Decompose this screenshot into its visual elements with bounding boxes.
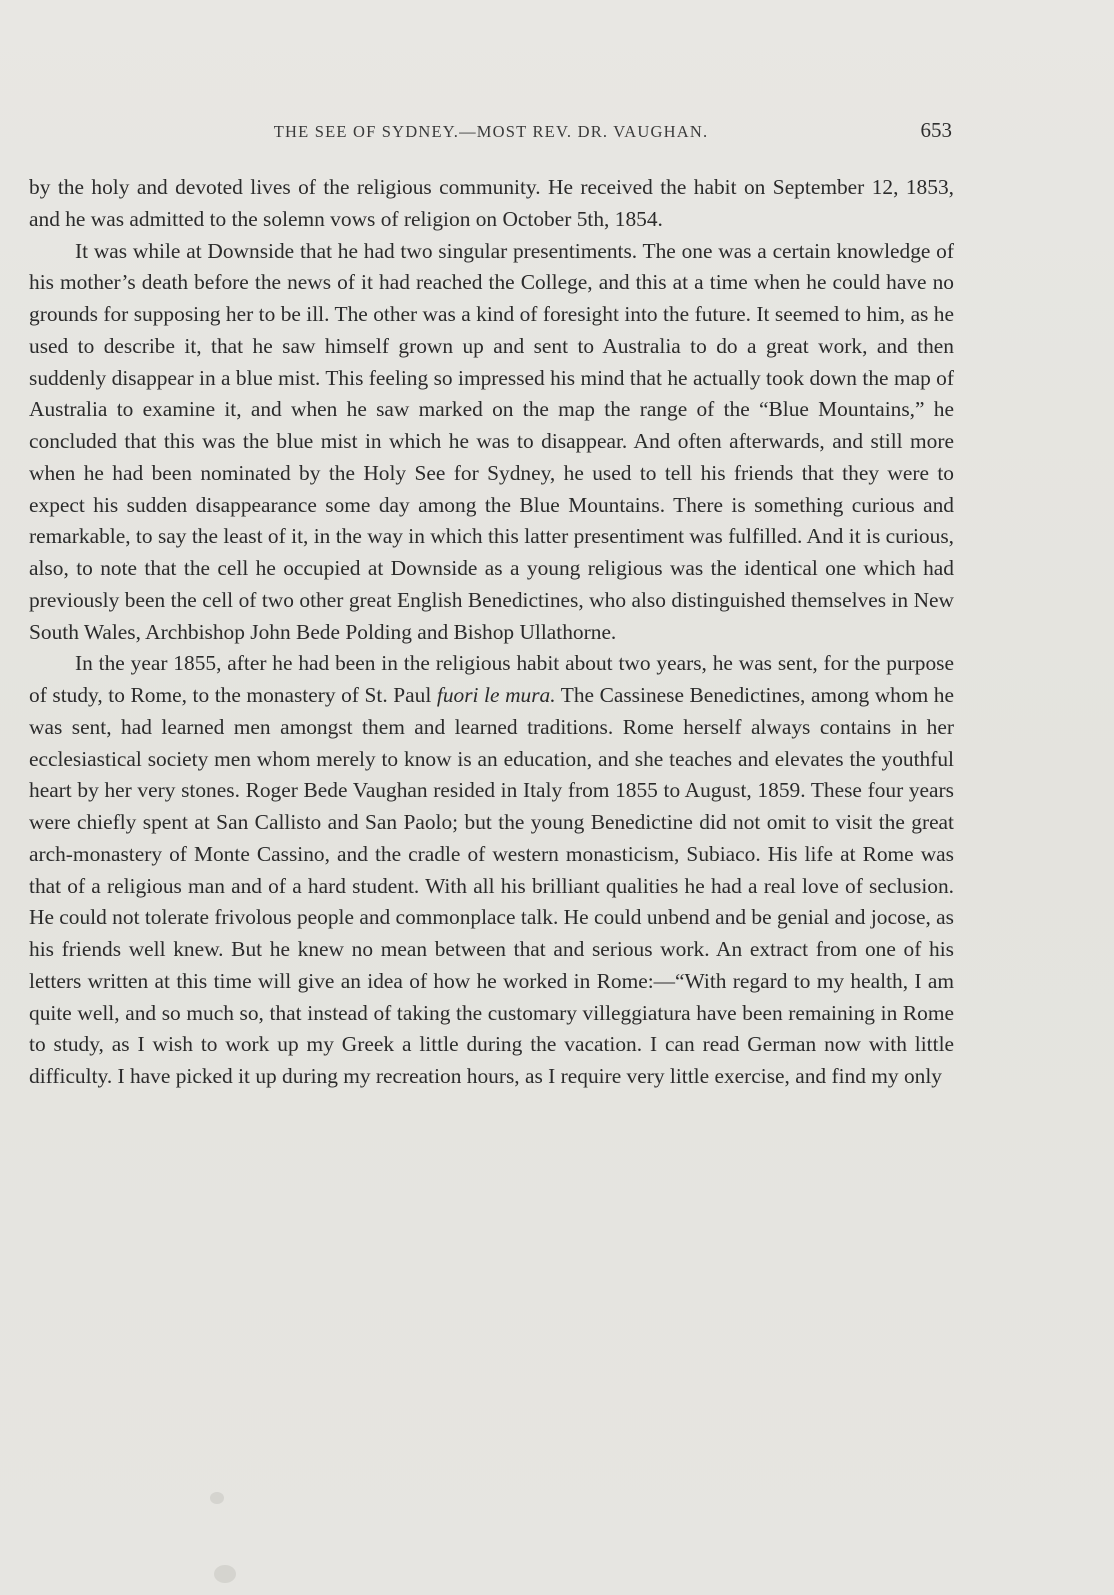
body-text (29, 172, 954, 1093)
page-number: 653 (920, 118, 952, 142)
paragraph-text: The Cassinese Benedictines, among whom he was sent, had learned men amongst them and learned traditions. Rome herself always contains in her ecclesiastical society men whom merely to know is an education, and she teaches and elevates the youthful heart by her very stones. Roger Bede Vaughan resided in Italy from 1855 to August, 1859. These four years were chiefly spent at San Callisto and San Paolo; but the young Benedictine did not omit to visit the great arch-monastery of Monte Cassino, and the cradle of western monasticism, Subiaco. His life at Rome was that of a religious man and of a hard student. With all his brilliant qualities he had a real love of seclusion. He could not tolerate frivolous people and commonplace talk. He could unbend and be genial and jocose, as his friends well knew. But he knew no mean between that and serious work. An extract from one of his letters written at this time will give an idea of how he worked in Rome:—“With regard to my health, I am quite well, and so much so, that instead of taking the customary villeggiatura have been remaining in Rome to study, as I wish to work up my Greek a little during the vacation. I can read German now with little difficulty. I have picked it up during my recreation hours, as I require very little exercise, and find my only (29, 683, 954, 1088)
paragraph: It was while at Downside that he had two singular presentiments. The one was a certain knowledge of his mother’s death before the news of it had reached the College, and this at a time when he could have no grounds for supposing her to be ill. The other was a kind of foresight into the future. It seemed to him, as he used to describe it, that he saw himself grown up and sent to Australia to do a great work, and then suddenly disappear in a blue mist. This feeling so impressed his mind that he actually took down the map of Australia to examine it, and when he saw marked on the map the range of the “Blue Mountains,” he concluded that this was the blue mist in which he was to disappear. And often afterwards, and still more when he had been nominated by the Holy See for Sydney, he used to tell his friends that they were to expect his sudden disappearance some day among the Blue Mountains. There is something curious and remarkable, to say the least of it, in the way in which this latter presentiment was fulfilled. And it is curious, also, to note that the cell he occupied at Downside as a young religious was the identical one which had previously been the cell of two other great English Benedictines, who also distinguished themselves in New South Wales, Archbishop John Bede Polding and Bishop Ullathorne. (29, 238, 954, 644)
page-header (30, 118, 952, 152)
paper-smudge (214, 1565, 236, 1583)
running-head: THE SEE OF SYDNEY.—MOST REV. DR. VAUGHAN. (273, 122, 709, 141)
paper-smudge (210, 1492, 224, 1504)
paragraph (29, 648, 954, 1093)
italic-phrase: fuori le mura. (436, 683, 556, 707)
paragraph-text: In the year 1855, after he had been in the religious habit about two years, he was sent, for the purpose of study, to Rome, to the monastery of St. Paul (29, 651, 954, 707)
paragraph: by the holy and devoted lives of the religious community. He received the habit on September 12, 1853, and he was admitted to the solemn vows of religion on October 5th, 1854. (29, 175, 954, 231)
